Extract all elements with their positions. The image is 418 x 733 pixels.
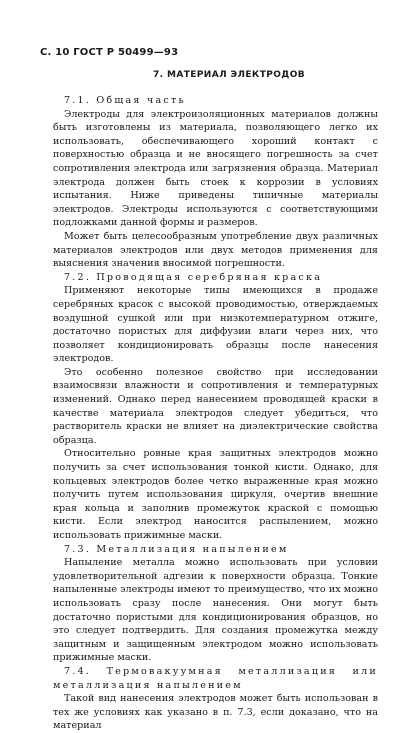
paragraph: Такой вид нанесения электродов может быть использован в тех же условиях как указано в п. 7.3, если доказано, что на материал (53, 693, 378, 732)
section-heading: 7.2. Проводящая серебряная краска (64, 271, 323, 283)
paragraph: Электроды для электроизоляционных материалов должны быть изготовлены из материала, позволяющего легко их использовать, обеспечивающего хороший контакт с поверхностью образца и не вносящего погрешность за счет сопротивления электрода или загрязнения образца. Материал электрода должен быть стоек к коррозии в условиях испытания. Ниже приведены типичные материалы электродов. Электроды используются с соответствующими подложками данной формы и размеров. (53, 108, 378, 229)
paragraph: Напыление металла можно использовать при условии удовлетворительной адгезии к поверхности образца. Тонкие напыленные электроды имеют то преимущество, что их можно использовать сразу после нанесения. Они могут быть достаточно пористыми для кондиционирования образцов, но это следует подтвердить. Для создания промежутка между защитным и защищенным электродом можно использовать прижимные маски. (53, 557, 378, 664)
paragraph: Это особенно полезное свойство при исследовании взаимосвязи влажности и сопротивления и температурных изменений. Однако перед нанесением проводящей краски в качестве материала электродов следует убедиться, что растворитель краски не влияет на диэлектрические свойства образца. (53, 366, 378, 446)
section-heading: 7.1. Общая часть (64, 95, 186, 106)
section-heading: 7.4. Термовакуумная металлизация или металлизация напылением (53, 665, 378, 691)
paragraph: Применяют некоторые типы имеющихся в продаже серебряных красок с высокой проводимостью, отверждаемых воздушной сушкой или при низкотемпературном отжиге, достаточно пористых для диффузии влаги через них, что позволяет кондиционировать образцы после нанесения электродов. (53, 285, 378, 365)
section-heading: 7.3. Металлизация напылением (64, 543, 289, 555)
document-body (53, 94, 378, 733)
paragraph: Относительно ровные края защитных электродов можно получить за счет использования тонкой кисти. Однако, для кольцевых электродов более четко выраженные края можно получить путем использования циркуля, очертив внешние края кольца и заполнив промежуток краской с помощью кисти. Если электрод наносится распылением, можно использовать прижимные маски. (53, 448, 378, 541)
paragraph: Может быть целесообразным употребление двух различных материалов электродов или двух методов применения для выяснения значения вносимой погрешности. (53, 230, 378, 270)
running-head: С. 10 ГОСТ Р 50499—93 (40, 47, 179, 58)
chapter-title: 7. МАТЕРИАЛ ЭЛЕКТРОДОВ (152, 70, 306, 80)
